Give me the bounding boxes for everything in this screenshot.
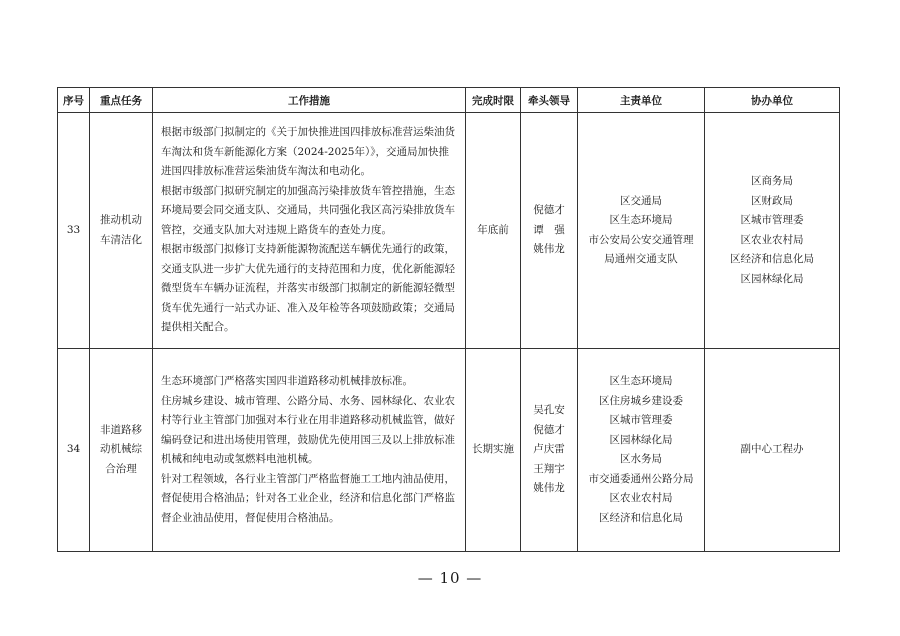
header-measures: 工作措施 — [153, 88, 466, 113]
deadline: 年底前 — [466, 113, 521, 349]
measure-paragraph: 根据市级部门拟研究制定的加强高污染排放货车管控措施，生态环境局要会同交通支队、交通局，共同强化我区高污染排放货车管控，交通支队加大对违规上路货车的查处力度。 — [161, 184, 455, 236]
page-number: — 10 — — [417, 569, 483, 587]
header-deadline: 完成时限 — [466, 88, 521, 113]
unit-name: 区园林绿化局 — [609, 433, 673, 446]
task-name — [90, 349, 153, 552]
lead-leaders — [521, 349, 578, 552]
leader-name: 姚伟龙 — [533, 243, 565, 256]
header-leaders: 牵头领导 — [521, 88, 578, 113]
unit-name: 区城市管理委 — [740, 214, 804, 226]
unit-name: 区农业农村局 — [740, 233, 804, 246]
leader-name: 谭 强 — [533, 223, 565, 236]
task-name — [90, 113, 153, 349]
task-name-line: 动机械综 — [100, 443, 142, 456]
lead-leaders — [521, 113, 578, 349]
unit-name: 区经济和信息化局 — [730, 253, 814, 265]
deadline: 长期实施 — [466, 349, 521, 552]
header-lead-units: 主责单位 — [578, 88, 705, 113]
unit-name: 区财政局 — [751, 194, 793, 207]
work-measures — [153, 349, 466, 552]
task-name-line: 推动机动 — [100, 214, 142, 226]
unit-name: 区经济和信息化局 — [599, 511, 683, 524]
measure-paragraph: 根据市级部门拟修订支持新能源物流配送车辆优先通行的政策，交通支队进一步扩大优先通行的支持范围和力度，优化新能源轻微型货车车辆办证流程，并落实市级部门拟制定的新能源轻微型货车优先通行一站式办证、准入及年检等各项鼓励政策；交通局提供相关配合。 — [161, 243, 455, 334]
header-assist-units: 协办单位 — [705, 88, 840, 113]
header-task: 重点任务 — [90, 88, 153, 113]
unit-name: 市公安局公安交通管理 — [588, 233, 694, 246]
unit-name: 副中心工程办 — [740, 443, 804, 456]
assist-units — [705, 349, 840, 552]
measure-paragraph: 根据市级部门拟制定的《关于加快推进国四排放标准营运柴油货车淘汰和货车新能源化方案（2024-2025年）》，交通局加快推进国四排放标准营运柴油货车淘汰和电动化。 — [161, 126, 455, 178]
task-name-line: 合治理 — [105, 462, 137, 475]
leader-name: 倪德才 — [533, 423, 565, 436]
unit-name: 区住房城乡建设委 — [599, 394, 683, 407]
table-row — [58, 113, 840, 349]
unit-name: 区生态环境局 — [609, 214, 673, 226]
task-name-line: 车清洁化 — [100, 233, 142, 246]
leader-name: 姚伟龙 — [533, 482, 565, 495]
unit-name: 区园林绿化局 — [740, 272, 804, 285]
unit-name: 局通州交通支队 — [604, 253, 678, 265]
measure-paragraph: 针对工程领域，各行业主管部门严格监督施工工地内油品使用，督促使用合格油品；针对各工业企业，经济和信息化部门严格监督企业油品使用，督促使用合格油品。 — [161, 472, 455, 524]
table-header-row — [58, 88, 840, 113]
row-number: 33 — [58, 113, 90, 349]
task-name-line: 非道路移 — [100, 423, 142, 436]
unit-name: 区交通局 — [620, 194, 662, 207]
unit-name: 区水务局 — [620, 453, 662, 465]
work-measures — [153, 113, 466, 349]
leader-name: 卢庆雷 — [533, 443, 565, 456]
leader-name: 吴孔安 — [533, 404, 565, 417]
unit-name: 区生态环境局 — [609, 375, 673, 387]
unit-name: 区商务局 — [751, 175, 793, 187]
header-no: 序号 — [58, 88, 90, 113]
leader-name: 王翔宇 — [533, 462, 565, 475]
assist-units — [705, 113, 840, 349]
unit-name: 区城市管理委 — [609, 414, 673, 426]
lead-units — [578, 113, 705, 349]
table-row — [58, 349, 840, 552]
measure-paragraph: 住房城乡建设、城市管理、公路分局、水务、园林绿化、农业农村等行业主管部门加强对本行业在用非道路移动机械监管，做好编码登记和进出场使用管理，鼓励优先使用国三及以上排放标准机械和纯电动或氢燃料电池机械。 — [161, 394, 455, 465]
row-number: 34 — [58, 349, 90, 552]
leader-name: 倪德才 — [533, 204, 565, 217]
measures-table — [57, 87, 840, 552]
unit-name: 市交通委通州公路分局 — [588, 472, 694, 485]
unit-name: 区农业农村局 — [609, 492, 673, 504]
lead-units — [578, 349, 705, 552]
measure-paragraph: 生态环境部门严格落实国四非道路移动机械排放标准。 — [161, 375, 413, 387]
